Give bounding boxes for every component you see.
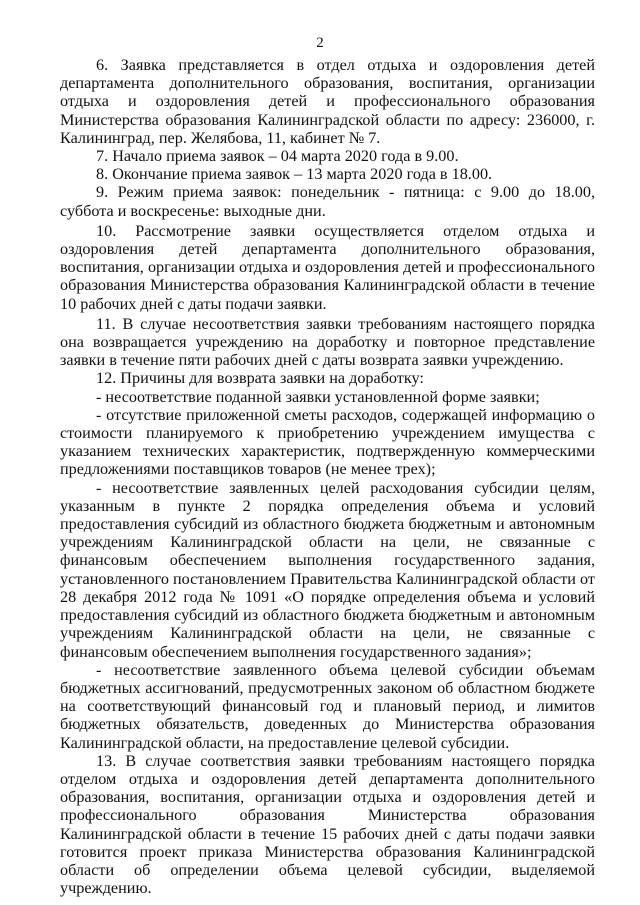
paragraph-10: 10. Рассмотрение заявки осуществляется отделом отдыха и оздоровления детей департамента дополнительного образования, воспитания, организации отдыха и оздоровления детей и профессионального образования Министерства образования Калининградской области в течение 10 рабочих дней с даты подачи заявки.: [60, 221, 595, 313]
paragraph-7: 7. Начало приема заявок – 04 марта 2020 года в 9.00.: [96, 147, 459, 166]
list-item-form-mismatch: - несоответствие поданной заявки установленной форме заявки;: [96, 387, 540, 406]
document-body: [60, 56, 595, 897]
page-number: 2: [316, 35, 324, 51]
paragraph-12: 12. Причины для возврата заявки на доработку:: [96, 369, 424, 388]
paragraph-8: 8. Окончание приема заявок – 13 марта 2020 года в 18.00.: [96, 165, 493, 184]
list-item-missing-estimate: - отсутствие приложенной сметы расходов, содержащей информацию о стоимости планируемого к приобретению учреждением имущества с указанием технических характеристик, подтвержденную коммерческими предложениями поставщиков товаров (не менее трех);: [60, 405, 595, 479]
list-item-purpose-mismatch: - несоответствие заявленных целей расходования субсидии целям, указанным в пункте 2 порядка определения объема и условий предоставления субсидий из областного бюджета бюджетным и автономным учреждениям Калининградской области на цели, не связанные с финансовым обеспечением выполнения государственного задания, установленного постановлением Правительства Калининградской области от 28 декабря 2012 года № 1091 «О порядке определения объема и условий предоставления субсидий из областного бюджета бюджетным и автономным учреждениям Калининградской области на цели, не связанные с финансовым обеспечением выполнения государственного задания»;: [60, 478, 595, 661]
paragraph-11: 11. В случае несоответствия заявки требованиям настоящего порядка она возвращается учреждению на доработку и повторное представление заявки в течение пяти рабочих дней с даты возврата заявки учреждению.: [60, 314, 595, 370]
paragraph-9: 9. Режим приема заявок: понедельник - пятница: с 9.00 до 18.00, суббота и воскресенье: выходные дни.: [60, 183, 595, 220]
list-item-volume-mismatch: - несоответствие заявленного объема целевой субсидии объемам бюджетных ассигнований, предусмотренных законом об областном бюджете на соответствующий финансовый год и плановый период, и лимитов бюджетных обязательств, доведенных до Министерства образования Калининградской области, на предоставление целевой субсидии.: [60, 660, 595, 752]
paragraph-13: 13. В случае соответствия заявки требованиям настоящего порядка отделом отдыха и оздоровления детей департамента дополнительного образования, воспитания, организации отдыха и оздоровления детей и профессионального образования Министерства образования Калининградской области в течение 15 рабочих дней с даты подачи заявки готовится проект приказа Министерства образования Калининградской области об определении объема целевой субсидии, выделяемой учреждению.: [60, 751, 595, 898]
paragraph-6: 6. Заявка представляется в отдел отдыха и оздоровления детей департамента дополнительного образования, воспитания, организации отдыха и оздоровления детей и профессионального образования Министерства образования Калининградской области по адресу: 236000, г. Калининград, пер. Желябова, 11, кабинет № 7.: [60, 56, 595, 147]
